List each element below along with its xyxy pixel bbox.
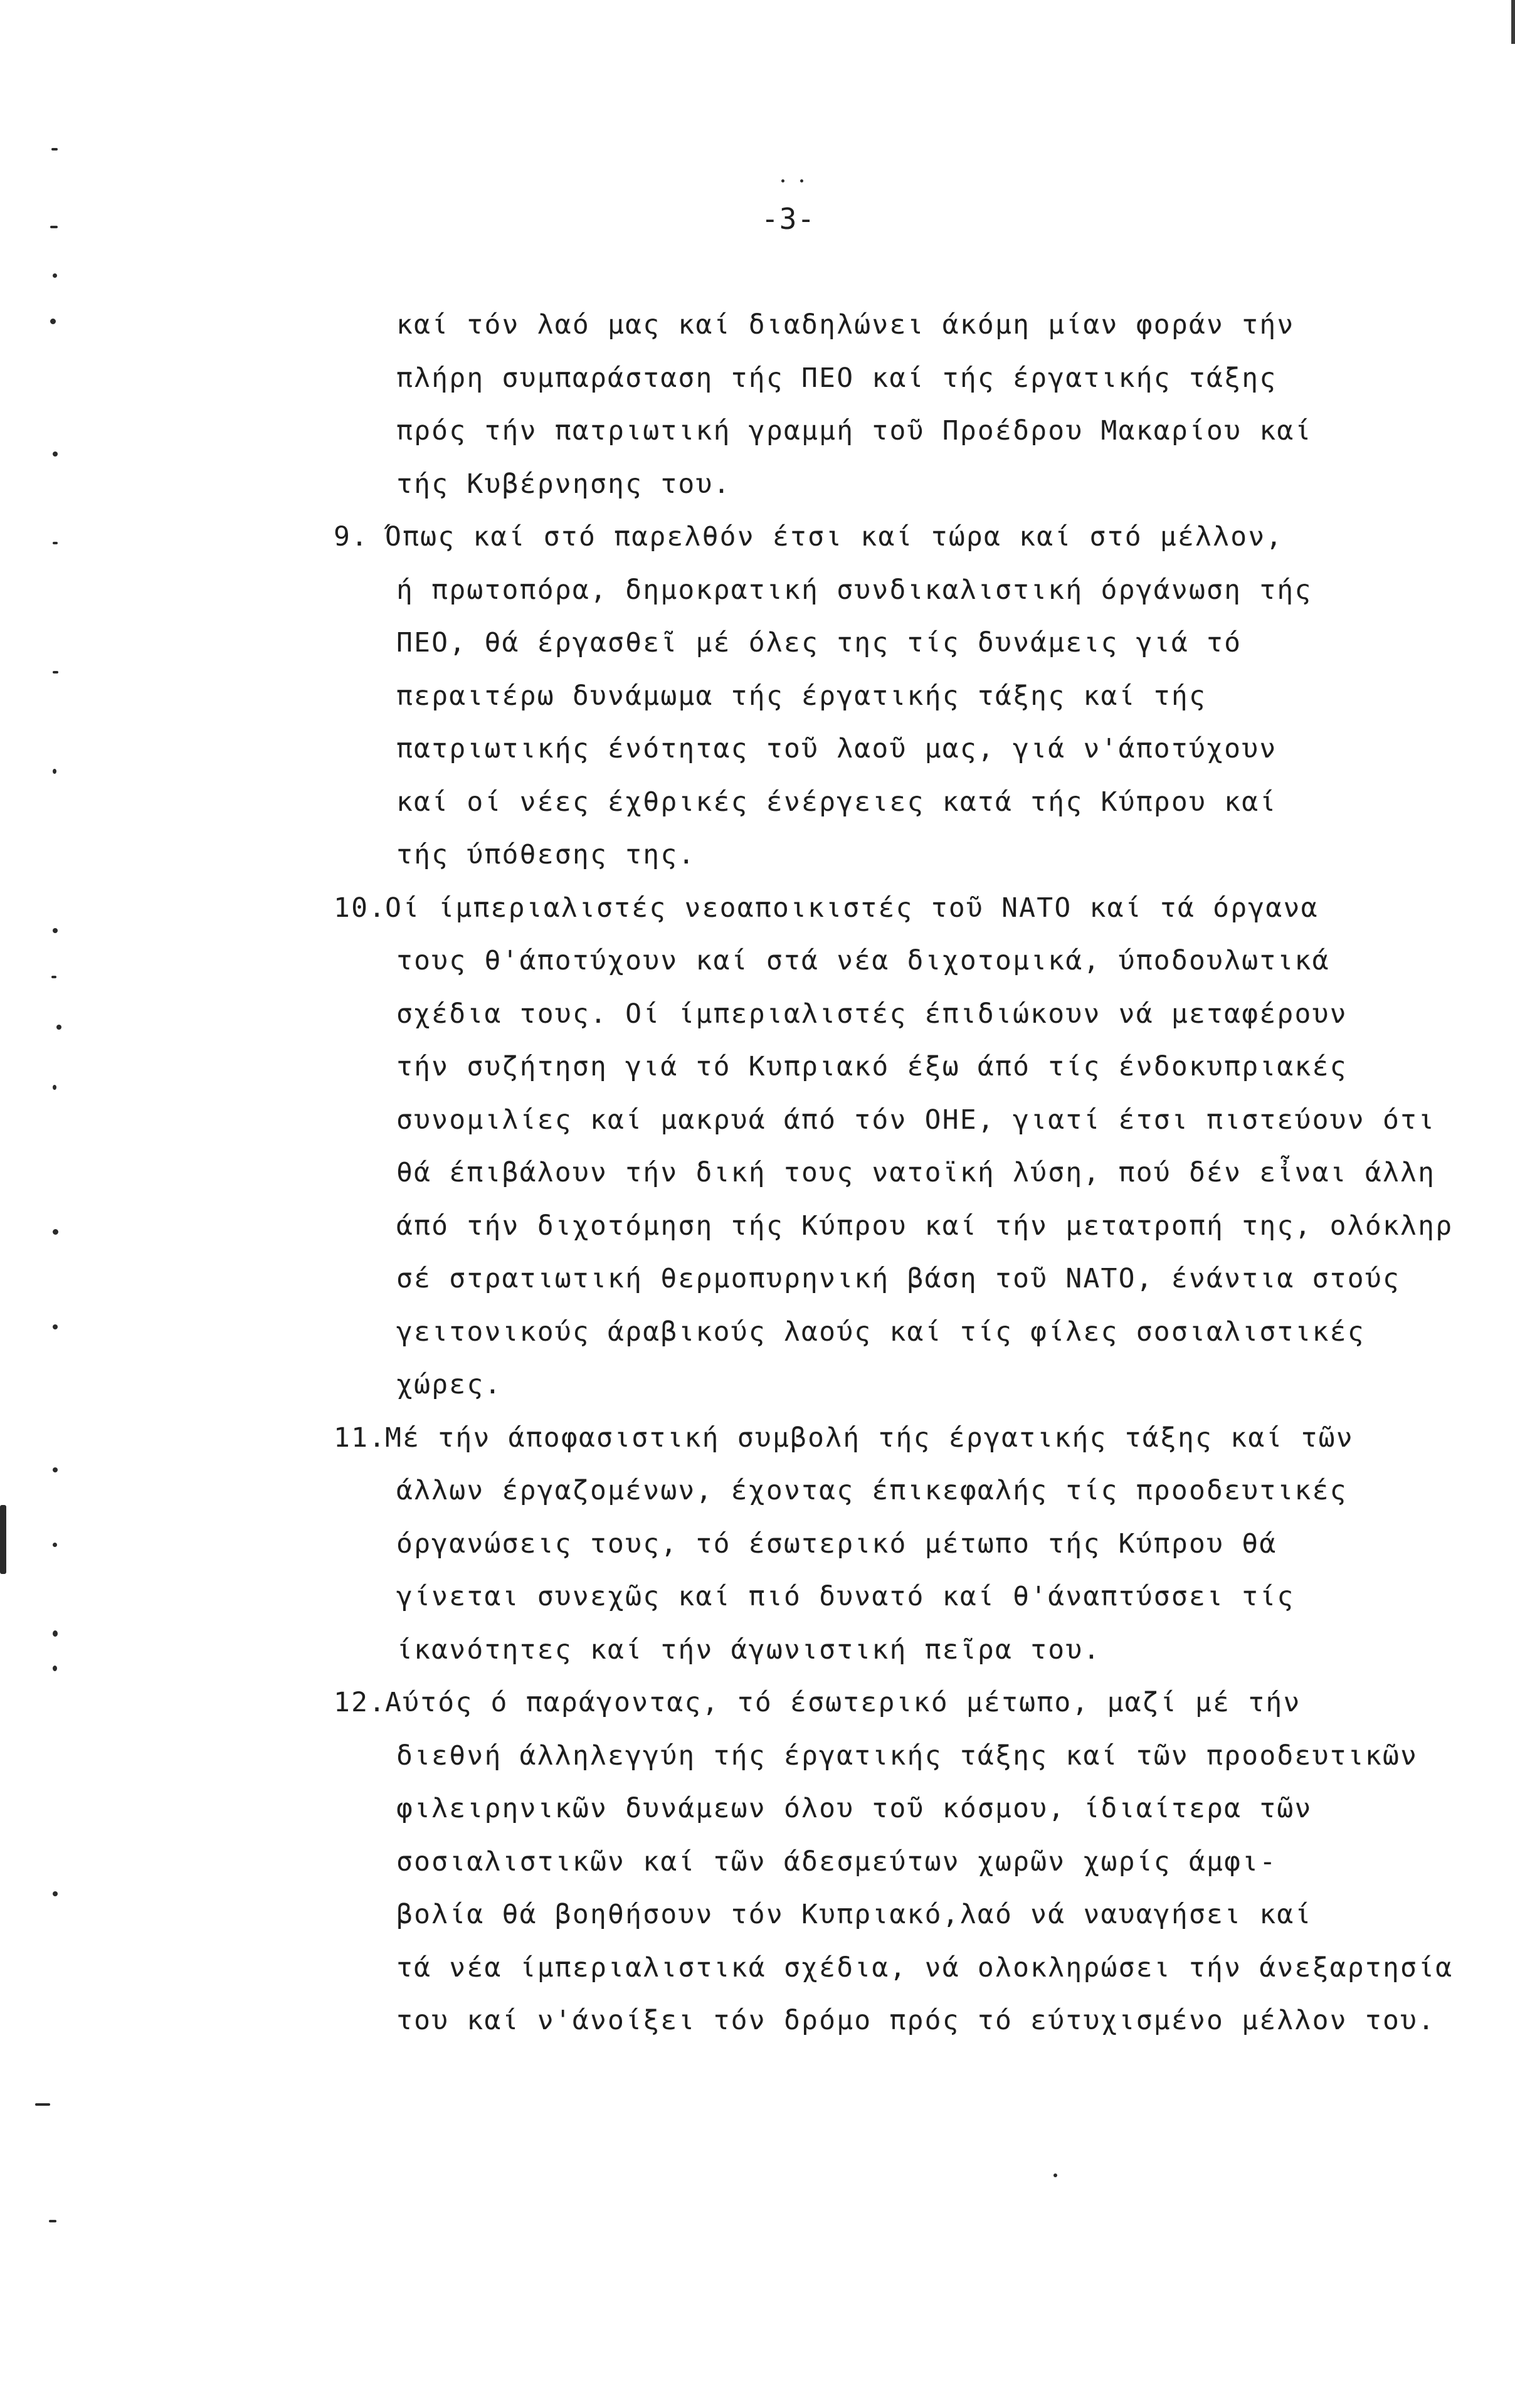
scan-mark xyxy=(53,1666,57,1671)
line-text: τής Κυβέρνησης του. xyxy=(396,468,731,500)
scan-edge xyxy=(1511,0,1515,44)
scan-mark xyxy=(800,179,803,182)
scan-mark xyxy=(35,2103,50,2106)
paragraph-number: 9. xyxy=(334,521,369,552)
scan-mark xyxy=(53,769,56,774)
line-text: θά έπιβάλουν τήν δική τους νατοϊκή λύση, πού δέν εἶναι άλλη xyxy=(396,1157,1436,1188)
line-text: καί οί νέες έχθρικές ένέργειες κατά τής Κύπρου καί xyxy=(396,786,1277,818)
line-text: ίκανότητες καί τήν άγωνιστική πεῖρα του. xyxy=(396,1634,1101,1666)
line-text: τής ύπόθεσης της. xyxy=(396,839,696,870)
scan-mark xyxy=(53,1630,58,1637)
line-text: τήν συζήτηση γιά τό Κυπριακό έξω άπό τίς ένδοκυπριακές xyxy=(396,1051,1348,1082)
line-text: όργανώσεις τους, τό έσωτερικό μέτωπο τής Κύπρου θά xyxy=(396,1528,1277,1560)
scan-mark xyxy=(53,273,57,278)
line-text: σέ στρατιωτική θερμοπυρηνική βάση τοῦ ΝΑΤΟ, ένάντια στούς xyxy=(396,1263,1401,1294)
scan-mark xyxy=(53,1891,58,1896)
paragraph-number: 11. xyxy=(334,1422,387,1454)
line-text: συνομιλίες καί μακρυά άπό τόν ΟΗΕ, γιατί έτσι πιστεύουν ότι xyxy=(396,1104,1436,1136)
line-text: πρός τήν πατριωτική γραμμή τοῦ Προέδρου Μακαρίου καί xyxy=(396,415,1312,446)
line-text: άπό τήν διχοτόμηση τής Κύπρου καί τήν μετατροπή της, ολόκληρ xyxy=(396,1210,1454,1242)
line-text: γειτονικούς άραβικούς λαούς καί τίς φίλες σοσιαλιστικές xyxy=(396,1316,1365,1348)
scan-mark xyxy=(53,1467,58,1472)
scan-mark xyxy=(53,1229,58,1235)
scan-mark xyxy=(51,976,56,978)
scan-mark xyxy=(49,2220,56,2222)
line-text: του καί ν'άνοίξει τόν δρόμο πρός τό εύτυχισμένο μέλλον του. xyxy=(396,2005,1436,2036)
line-text: τά νέα ίμπεριαλιστικά σχέδια, νά ολοκληρώσει τήν άνεξαρτησία xyxy=(396,1952,1454,1983)
page-number: -3- xyxy=(761,202,816,236)
line-text: διεθνή άλληλεγγύη τής έργατικής τάξης καί τῶν προοδευτικῶν xyxy=(396,1740,1418,1772)
line-text: τους θ'άποτύχουν καί στά νέα διχοτομικά, ύποδουλωτικά xyxy=(396,945,1330,976)
line-text: φιλειρηνικῶν δυνάμεων όλου τοῦ κόσμου, ίδιαίτερα τῶν xyxy=(396,1793,1312,1824)
scan-mark xyxy=(56,1025,61,1030)
line-text: πλήρη συμπαράσταση τής ΠΕΟ καί τής έργατικής τάξης xyxy=(396,362,1277,394)
line-text: ή πρωτοπόρα, δημοκρατική συνδικαλιστική όργάνωση τής xyxy=(396,574,1312,606)
scan-mark xyxy=(1053,2173,1057,2177)
line-text: γίνεται συνεχῶς καί πιό δυνατό καί θ'άναπτύσσει τίς xyxy=(396,1581,1295,1612)
line-text: σχέδια τους. Οί ίμπεριαλιστές έπιδιώκουν νά μεταφέρουν xyxy=(396,998,1348,1030)
line-text: σοσιαλιστικῶν καί τῶν άδεσμεύτων χωρῶν χωρίς άμφι- xyxy=(396,1846,1277,1877)
line-text: άλλων έργαζομένων, έχοντας έπικεφαλής τίς προοδευτικές xyxy=(396,1475,1348,1506)
line-text: χώρες. xyxy=(396,1369,502,1400)
line-text: πατριωτικής ένότητας τοῦ λαοῦ μας, γιά ν'άποτύχουν xyxy=(396,733,1277,764)
scan-mark xyxy=(53,671,58,673)
paragraph-number: 10. xyxy=(334,892,387,924)
scan-mark xyxy=(53,542,58,544)
line-text: περαιτέρω δυνάμωμα τής έργατικής τάξης καί τής xyxy=(396,680,1207,712)
scan-mark xyxy=(53,452,58,457)
line-text: καί τόν λαό μας καί διαδηλώνει άκόμη μίαν φοράν τήν xyxy=(396,309,1295,341)
scan-mark xyxy=(0,1505,6,1574)
line-text: Μέ τήν άποφασιστική συμβολή τής έργατικής τάξης καί τῶν xyxy=(385,1422,1354,1454)
scan-mark xyxy=(50,226,58,228)
scan-mark xyxy=(50,319,56,324)
scan-mark xyxy=(53,1543,57,1547)
scan-mark xyxy=(53,928,58,933)
line-text: Οί ίμπεριαλιστές νεοαποικιστές τοῦ ΝΑΤΟ καί τά όργανα xyxy=(385,892,1319,924)
line-text: Αύτός ό παράγοντας, τό έσωτερικό μέτωπο, μαζί μέ τήν xyxy=(385,1687,1301,1718)
line-text: ΠΕΟ, θά έργασθεῖ μέ όλες της τίς δυνάμεις γιά τό xyxy=(396,627,1242,658)
scan-mark xyxy=(51,148,58,150)
line-text: βολία θά βοηθήσουν τόν Κυπριακό,λαό νά ναυαγήσει καί xyxy=(396,1899,1312,1930)
scan-mark xyxy=(53,1324,58,1329)
line-text: Όπως καί στό παρελθόν έτσι καί τώρα καί στό μέλλον, xyxy=(385,521,1284,552)
scan-mark xyxy=(781,179,784,182)
scan-mark xyxy=(53,1085,56,1090)
paragraph-number: 12. xyxy=(334,1687,387,1718)
